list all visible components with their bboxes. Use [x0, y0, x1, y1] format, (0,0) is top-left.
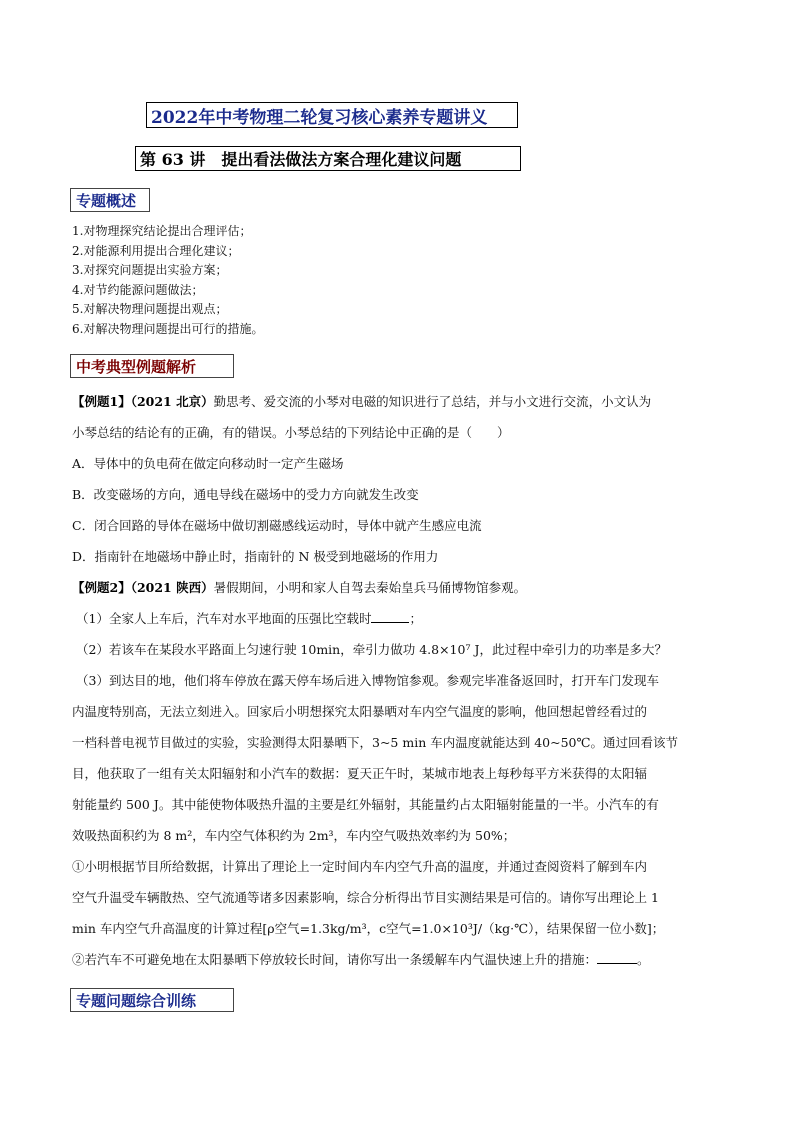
question-3-line-3: 一档科普电视节目做过的实验，实验测得太阳暴晒下，3~5 min 车内温度就能达到 40~50℃。通过回看该节	[72, 735, 678, 750]
example-2-stem: 暑假期间，小明和家人自驾去秦始皇兵马俑博物馆参观。	[213, 580, 527, 595]
question-1: （1）全家人上车后，汽车对水平地面的压强比空载时	[76, 611, 372, 626]
question-3-line-2: 内温度特别高，无法立刻进入。回家后小明想探究太阳暴晒对车内空气温度的影响，他回想起曾经看过的	[72, 704, 648, 719]
list-item: 1.对物理探究结论提出合理评估；	[72, 224, 252, 238]
list-item: 6.对解决物理问题提出可行的措施。	[72, 321, 264, 336]
option-c: C．闭合回路的导体在磁场中做切割磁感线运动时，导体中就产生感应电流	[72, 518, 482, 533]
list-item: 3.对探究问题提出实验方案；	[72, 263, 228, 277]
question-3-line-5: 射能量约 500 J。其中能使物体吸热升温的主要是红外辐射，其能量约占太阳辐射能量的一半。小汽车的有	[72, 797, 659, 812]
example-1-stem-line-2: 小琴总结的结论有的正确，有的错误。小琴总结的下列结论中正确的是（ ）	[72, 425, 510, 440]
sub-question-2-end: 。	[637, 952, 650, 967]
sub-question-1-line-1: ①小明根据节目所给数据，计算出了理论上一定时间内车内空气升高的温度，并通过查阅资料了解到车内	[72, 859, 648, 874]
document-title: 2022年中考物理二轮复习核心素养专题讲义	[146, 102, 518, 128]
answer-blank	[371, 610, 409, 623]
option-d: D．指南针在地磁场中静止时，指南针的 N 极受到地磁场的作用力	[72, 549, 439, 564]
option-a: A．导体中的负电荷在做定向移动时一定产生磁场	[72, 456, 344, 471]
section-heading-overview: 专题概述	[70, 188, 150, 212]
lecture-title: 第 63 讲 提出看法做法方案合理化建议问题	[135, 146, 521, 171]
question-3-line-4: 目，他获取了一组有关太阳辐射和小汽车的数据：夏天正午时，某城市地表上每秒每平方米获得的太阳辐	[72, 766, 648, 781]
list-item: 2.对能源利用提出合理化建议；	[72, 243, 240, 258]
list-item: 5.对解决物理问题提出观点；	[72, 302, 228, 316]
question-3-line-1: （3）到达目的地，他们将车停放在露天停车场后进入博物馆参观。参观完毕准备返回时，打开车门发现车	[76, 673, 659, 688]
example-1-stem-line-1: 勤思考、爱交流的小琴对电磁的知识进行了总结，并与小文进行交流，小文认为	[213, 394, 652, 409]
example-1	[72, 386, 724, 572]
question-2: （2）若该车在某段水平路面上匀速行驶 10min，牵引力做功 4.8×10⁷ J，此过程中牵引力的功率是多大？	[76, 642, 667, 657]
example-2-tag: 【例题2】（2021 陕西）	[72, 580, 214, 595]
answer-blank	[597, 951, 637, 964]
example-2	[72, 572, 724, 975]
section-heading-training: 专题问题综合训练	[70, 988, 234, 1012]
example-1-tag: 【例题1】（2021 北京）	[72, 394, 214, 409]
option-b: B．改变磁场的方向，通电导线在磁场中的受力方向就发生改变	[72, 487, 419, 502]
section-heading-examples: 中考典型例题解析	[70, 354, 234, 378]
sub-question-1-line-3: min 车内空气升高温度的计算过程[ρ空气=1.3kg/m³，c空气=1.0×10³J/（kg·℃），结果保留一位小数]；	[72, 921, 665, 936]
sub-question-2: ②若汽车不可避免地在太阳暴晒下停放较长时间，请你写出一条缓解车内气温快速上升的措施：	[72, 952, 598, 967]
overview-list	[72, 222, 263, 339]
list-item: 4.对节约能源问题做法；	[72, 282, 204, 297]
sub-question-1-line-2: 空气升温受车辆散热、空气流通等诸多因素影响，综合分析得出节目实测结果是可信的。请你写出理论上 1	[72, 890, 659, 905]
question-1-end: ；	[409, 611, 422, 626]
question-3-line-6: 效吸热面积约为 8 m²，车内空气体积约为 2m³，车内空气吸热效率约为 50%；	[72, 828, 516, 843]
